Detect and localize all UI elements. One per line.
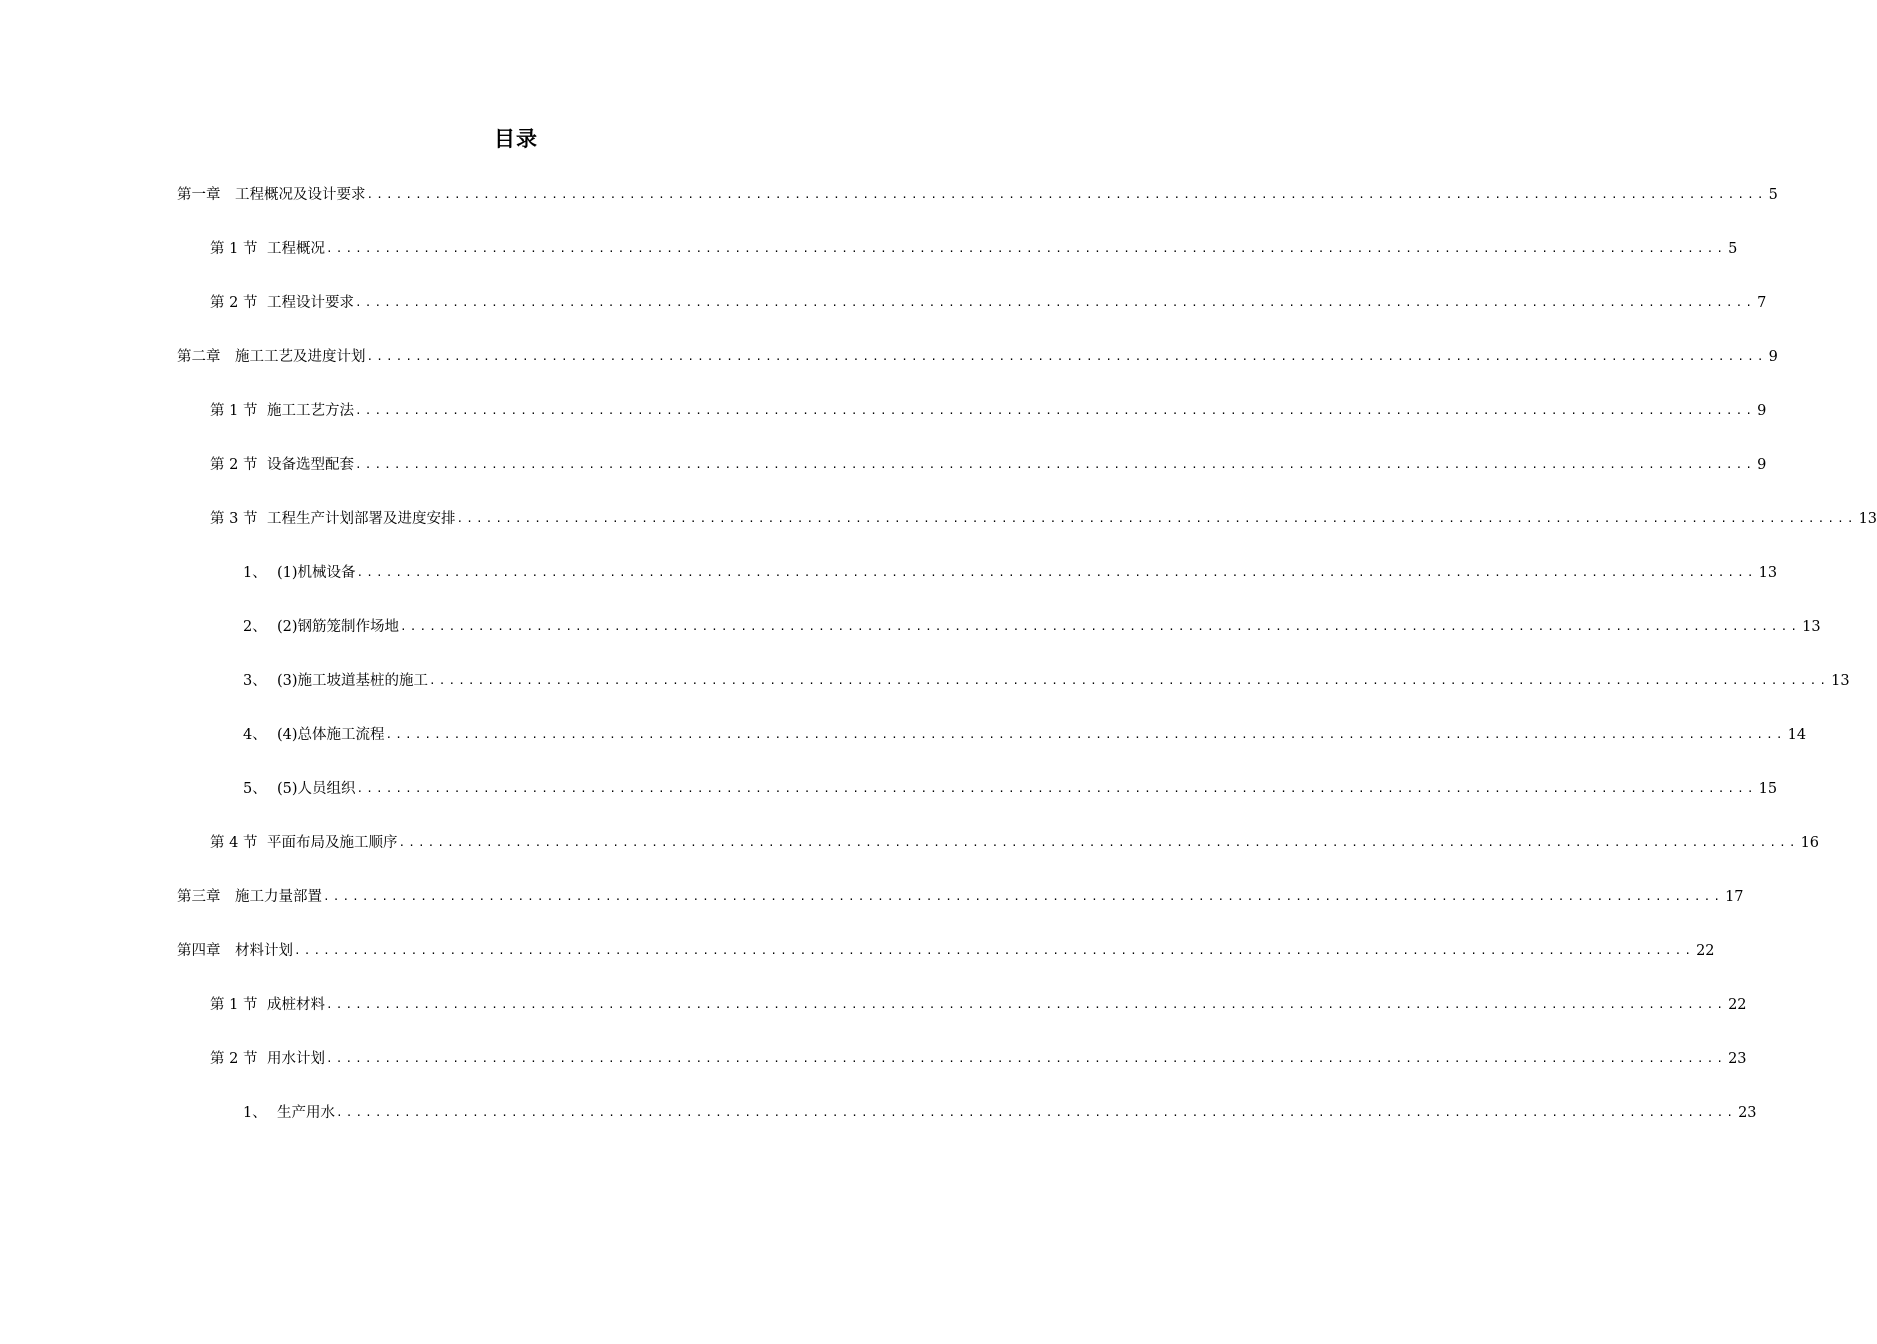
toc-entry-number: 4、 — [243, 727, 267, 743]
toc-entry-section[interactable] — [210, 288, 1767, 318]
toc-entry-page: 9 — [1757, 403, 1767, 419]
toc-entry-title: (2)钢筋笼制作场地 — [277, 619, 400, 635]
toc-entry-title: 平面布局及施工顺序 — [267, 835, 398, 851]
toc-entry-page: 22 — [1728, 997, 1747, 1013]
toc-entry-page: 5 — [1728, 241, 1738, 257]
toc-entry-page: 13 — [1802, 619, 1821, 635]
toc-entry-page: 7 — [1757, 295, 1767, 311]
toc-dot-leader: ................................................................................................................................................ — [326, 242, 1727, 255]
toc-entry-page: 17 — [1725, 889, 1744, 905]
toc-entry-number: 第 3 节 — [210, 511, 258, 527]
toc-entry-number: 2、 — [243, 619, 267, 635]
toc-entry-section[interactable] — [210, 234, 1738, 264]
toc-entry-title: (3)施工坡道基桩的施工 — [277, 673, 429, 689]
toc-entry-title: 工程设计要求 — [267, 295, 354, 311]
toc-entry-title: 施工工艺方法 — [267, 403, 354, 419]
toc-dot-leader: ................................................................................................................................................ — [326, 998, 1727, 1011]
toc-entry-subsection[interactable] — [243, 1098, 1757, 1128]
toc-entry-number: 第四章 — [177, 943, 221, 959]
toc-dot-leader: ................................................................................................................................................ — [400, 620, 1801, 633]
toc-entry-page: 13 — [1758, 565, 1778, 581]
toc-dot-leader: ................................................................................................................................................ — [294, 944, 1695, 957]
toc-dot-leader: ................................................................................................................................................ — [355, 458, 1756, 471]
toc-entry-number: 第 1 节 — [210, 241, 258, 257]
toc-entry-title: 施工工艺及进度计划 — [235, 349, 366, 365]
toc-entry-section[interactable] — [210, 828, 1820, 858]
toc-entry-subsection[interactable] — [243, 612, 1821, 642]
toc-entry-page: 14 — [1787, 727, 1807, 743]
toc-entry-page: 13 — [1858, 511, 1877, 527]
toc-entry-page: 9 — [1768, 349, 1778, 365]
toc-entry-section[interactable] — [210, 504, 1877, 534]
toc-entry-chapter-4[interactable] — [177, 936, 1715, 966]
toc-entry-title: 施工力量部置 — [235, 889, 322, 905]
toc-entry-section[interactable] — [210, 450, 1767, 480]
toc-dot-leader: ................................................................................................................................................ — [366, 188, 1767, 201]
toc-entry-subsection[interactable] — [243, 558, 1778, 588]
toc-entry-page: 9 — [1757, 457, 1767, 473]
toc-dot-leader: ................................................................................................................................................ — [366, 350, 1767, 363]
toc-entry-subsection[interactable] — [243, 666, 1850, 696]
toc-entry-section[interactable] — [210, 1044, 1747, 1074]
toc-entry-number: 第 2 节 — [210, 295, 258, 311]
toc-dot-leader: ................................................................................................................................................ — [355, 296, 1756, 309]
toc-entry-subsection[interactable] — [243, 774, 1778, 804]
toc-entry-subsection[interactable] — [243, 720, 1807, 750]
toc-entry-number: 3、 — [243, 673, 267, 689]
toc-entry-title: 工程生产计划部署及进度安排 — [267, 511, 456, 527]
toc-entry-page: 23 — [1738, 1105, 1757, 1121]
toc-entry-page: 23 — [1728, 1051, 1747, 1067]
toc-entry-number: 5、 — [243, 781, 267, 797]
toc-entry-number: 1、 — [243, 1105, 267, 1121]
toc-entry-page: 5 — [1768, 187, 1778, 203]
toc-dot-leader: ................................................................................................................................................ — [326, 1052, 1727, 1065]
toc-entry-chapter-3[interactable] — [177, 882, 1744, 912]
toc-entry-number: 第三章 — [177, 889, 221, 905]
toc-entry-number: 第 2 节 — [210, 457, 258, 473]
toc-dot-leader: ................................................................................................................................................ — [456, 512, 1857, 525]
toc-entry-page: 13 — [1831, 673, 1850, 689]
toc-entry-title: 设备选型配套 — [267, 457, 354, 473]
toc-dot-leader: ................................................................................................................................................ — [323, 890, 1724, 903]
toc-dot-leader: ................................................................................................................................................ — [385, 728, 1786, 741]
toc-entry-number: 第 4 节 — [210, 835, 258, 851]
toc-entry-page: 15 — [1758, 781, 1778, 797]
toc-dot-leader: ................................................................................................................................................ — [336, 1106, 1737, 1119]
toc-entry-title: (1)机械设备 — [277, 565, 356, 581]
toc-entry-number: 1、 — [243, 565, 267, 581]
toc-dot-leader: ................................................................................................................................................ — [356, 566, 1757, 579]
toc-entry-number: 第二章 — [177, 349, 221, 365]
toc-dot-leader: ................................................................................................................................................ — [398, 836, 1799, 849]
toc-dot-leader: ................................................................................................................................................ — [356, 782, 1757, 795]
toc-entry-number: 第 2 节 — [210, 1051, 258, 1067]
toc-entry-title: 用水计划 — [267, 1051, 325, 1067]
toc-entry-title: 工程概况 — [267, 241, 325, 257]
toc-entry-title: (4)总体施工流程 — [277, 727, 385, 743]
toc-title: 目录 — [494, 127, 538, 151]
toc-entry-title: (5)人员组织 — [277, 781, 356, 797]
toc-entry-number: 第一章 — [177, 187, 221, 203]
toc-entry-section[interactable] — [210, 396, 1767, 426]
toc-entry-number: 第 1 节 — [210, 403, 258, 419]
toc-entry-chapter-2[interactable] — [177, 342, 1778, 372]
toc-dot-leader: ................................................................................................................................................ — [355, 404, 1756, 417]
toc-entry-title: 生产用水 — [277, 1105, 335, 1121]
toc-entry-title: 成桩材料 — [267, 997, 325, 1013]
toc-entry-title: 材料计划 — [235, 943, 293, 959]
toc-entry-number: 第 1 节 — [210, 997, 258, 1013]
toc-entry-chapter-1[interactable] — [177, 180, 1778, 210]
toc-entry-section[interactable] — [210, 990, 1747, 1020]
toc-entry-page: 16 — [1800, 835, 1820, 851]
toc-entry-page: 22 — [1696, 943, 1715, 959]
toc-dot-leader: ................................................................................................................................................ — [429, 674, 1830, 687]
toc-entry-title: 工程概况及设计要求 — [235, 187, 366, 203]
